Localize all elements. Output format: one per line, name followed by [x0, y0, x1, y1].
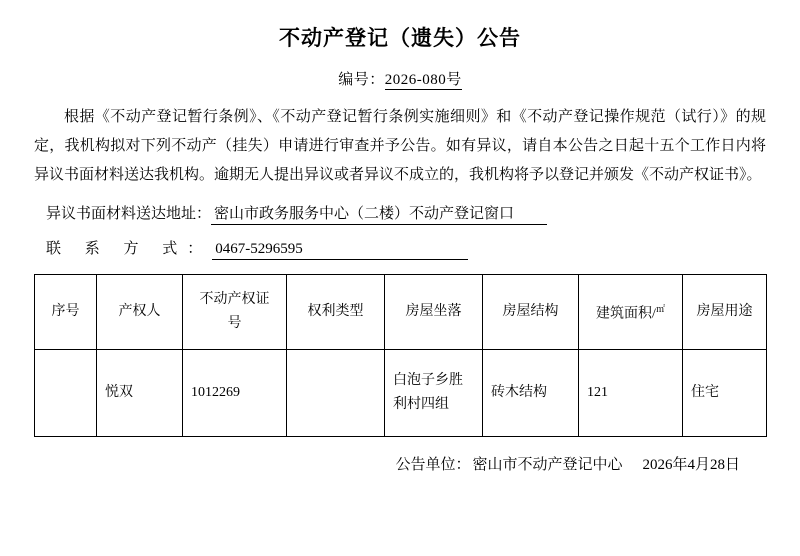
- cell-cert-no: 1012269: [183, 350, 287, 437]
- table-header-owner: 产权人: [97, 275, 183, 350]
- table-header-cert-no: [183, 275, 287, 350]
- table-header-area-unit: ㎡: [655, 304, 665, 315]
- cell-location: 白泡子乡胜利村四组: [385, 350, 483, 437]
- table-header-right-type: 权利类型: [287, 275, 385, 350]
- registration-table: [34, 274, 767, 437]
- table-header-structure: 房屋结构: [483, 275, 579, 350]
- table-header-area: [579, 275, 683, 350]
- footer-date: 2026年4月28日: [642, 457, 740, 473]
- document-number-line: [34, 68, 766, 89]
- cell-right-type: [287, 350, 385, 437]
- notice-paragraph: 根据《不动产登记暂行条例》、《不动产登记暂行条例实施细则》和《不动产登记操作规范（试行）》的规定，我机构拟对下列不动产（挂失）申请进行审查并予公告。如有异议，请自本公告之日起十五个工作日内将异议书面材料送达我机构。逾期无人提出异议或者异议不成立的，我机构将予以登记并颁发《不动产权证书》。: [34, 109, 766, 183]
- table-header-area-text: 建筑面积/: [596, 306, 656, 322]
- cell-index: [35, 350, 97, 437]
- cell-use: 住宅: [683, 350, 767, 437]
- page-title: 不动产登记（遗失）公告: [279, 26, 521, 50]
- cell-owner: 悦双: [97, 350, 183, 437]
- delivery-address-line: [34, 202, 766, 225]
- document-number-value: 2026-080号: [384, 72, 462, 88]
- table-header-index: 序号: [35, 275, 97, 350]
- delivery-address-value: 密山市政务服务中心（二楼）不动产登记窗口: [211, 202, 547, 225]
- document-number-label: 编号：: [338, 72, 385, 88]
- table-header-use: 房屋用途: [683, 275, 767, 350]
- delivery-address-label: 异议书面材料送达地址：: [46, 206, 212, 222]
- footer-signature: [34, 453, 766, 474]
- footer-unit-label: 公告单位：: [395, 457, 471, 473]
- document-page: [0, 22, 800, 556]
- cell-area: 121: [579, 350, 683, 437]
- table-header-row: [35, 275, 767, 350]
- footer-unit-name: 密山市不动产登记中心: [472, 457, 623, 473]
- table-header-cert-no-line1: 不动产权证: [199, 292, 270, 307]
- table-row: [35, 350, 767, 437]
- contact-label: 联 系 方 式：: [46, 241, 213, 257]
- contact-value: 0467-5296595: [212, 241, 468, 260]
- table-header-cert-no-line2: 号: [227, 316, 242, 331]
- table-header-location: 房屋坐落: [385, 275, 483, 350]
- contact-line: [34, 237, 766, 260]
- cell-structure: 砖木结构: [483, 350, 579, 437]
